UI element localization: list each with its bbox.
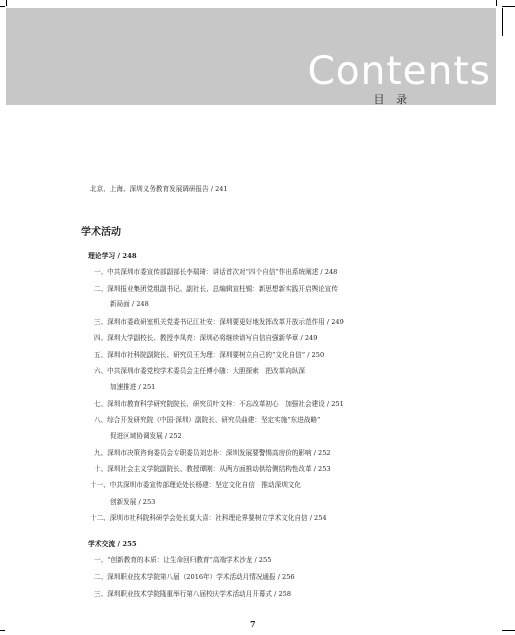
toc-entry[interactable]: 一、“创新教育的本质：让生命回归教育”高端学术沙龙 / 255	[94, 556, 272, 564]
crop-mark-top-left-v	[6, 0, 7, 6]
toc-entry[interactable]: 二、深圳职业技术学院第八届（2016年）学术活动月情况通报 / 256	[94, 573, 295, 581]
toc-entry[interactable]: 十二、深圳市社科院科研学会处长莫大喜：社科理论界要树立学术文化自信 / 254	[90, 514, 327, 522]
crop-mark-bottom-left-h	[0, 630, 5, 631]
crop-mark-top-left-h	[0, 6, 5, 7]
contents-subtitle: 目 录	[373, 93, 411, 106]
toc-entry[interactable]: 一、中共深圳市委宣传部副部长李瑞琦：讲话首次对“四个自信”作出系统阐述 / 248	[94, 268, 338, 276]
crop-mark-top-right-v	[496, 0, 497, 6]
toc-entry-continued[interactable]: 新局面 / 248	[110, 300, 149, 308]
toc-entry[interactable]: 六、中共深圳市委党校学术委员会主任傅小随：大胆探索 把改革向纵深	[94, 367, 305, 375]
toc-entry-continued[interactable]: 创新发展 / 253	[110, 498, 156, 506]
crop-mark-right-v	[502, 8, 503, 36]
toc-entry-continued[interactable]: 促进区域协调发展 / 252	[110, 432, 182, 440]
toc-entry[interactable]: 四、深圳大学副校长、教授李凤亮：深圳必将继续谱写自信自强新华章 / 249	[94, 334, 318, 342]
toc-entry[interactable]: 三、深圳市委政研室机关党委书记江社安：深圳要更好地发挥改革开放示范作用 / 249	[94, 318, 344, 326]
group-title-exchange[interactable]: 学术交流 / 255	[88, 540, 137, 548]
section-title: 学术活动	[81, 227, 121, 238]
toc-entry[interactable]: 三、深圳职业技术学院隆重举行第八届校庆学术活动月开幕式 / 258	[94, 590, 292, 598]
toc-entry-continued[interactable]: 加速推进 / 251	[110, 383, 156, 391]
toc-entry[interactable]: 五、深圳市社科院副院长、研究员王为理：深圳要树立自己的“文化自信” / 250	[94, 351, 325, 359]
toc-entry[interactable]: 七、深圳市教育科学研究院院长、研究员叶文梓：不忘改革初心 加强社会建设 / 251	[94, 400, 344, 408]
contents-title: Contents	[307, 49, 491, 94]
toc-entry[interactable]: 九、深圳市决策咨询委员会专职委员刘忠朴：深圳发展要警惕高房价的影响 / 252	[94, 449, 331, 457]
toc-entry-intro[interactable]: 北京、上海、深圳义务教育发展调研报告 / 241	[90, 185, 228, 193]
toc-entry[interactable]: 十、深圳社会主义学院副院长、教授谭刚：从两方面推动供给侧结构性改革 / 253	[94, 465, 331, 473]
page-number: 7	[250, 619, 256, 629]
crop-mark-top-right-h	[502, 6, 515, 7]
toc-entry[interactable]: 二、深圳报业集团党组副书记、副社长、总编辑宣柱锡：新思想新实践开启舆论宣传	[94, 285, 338, 293]
toc-entry[interactable]: 八、综合开发研究院（中国·深圳）副院长、研究员曲建：坚定实施“东进战略”	[94, 416, 321, 424]
group-title-theory[interactable]: 理论学习 / 248	[88, 252, 137, 260]
crop-mark-bottom-right-h	[502, 630, 515, 631]
toc-entry[interactable]: 十一、中共深圳市委宣传部理论处长杨建：坚定文化自信 推动深圳文化	[90, 481, 301, 489]
